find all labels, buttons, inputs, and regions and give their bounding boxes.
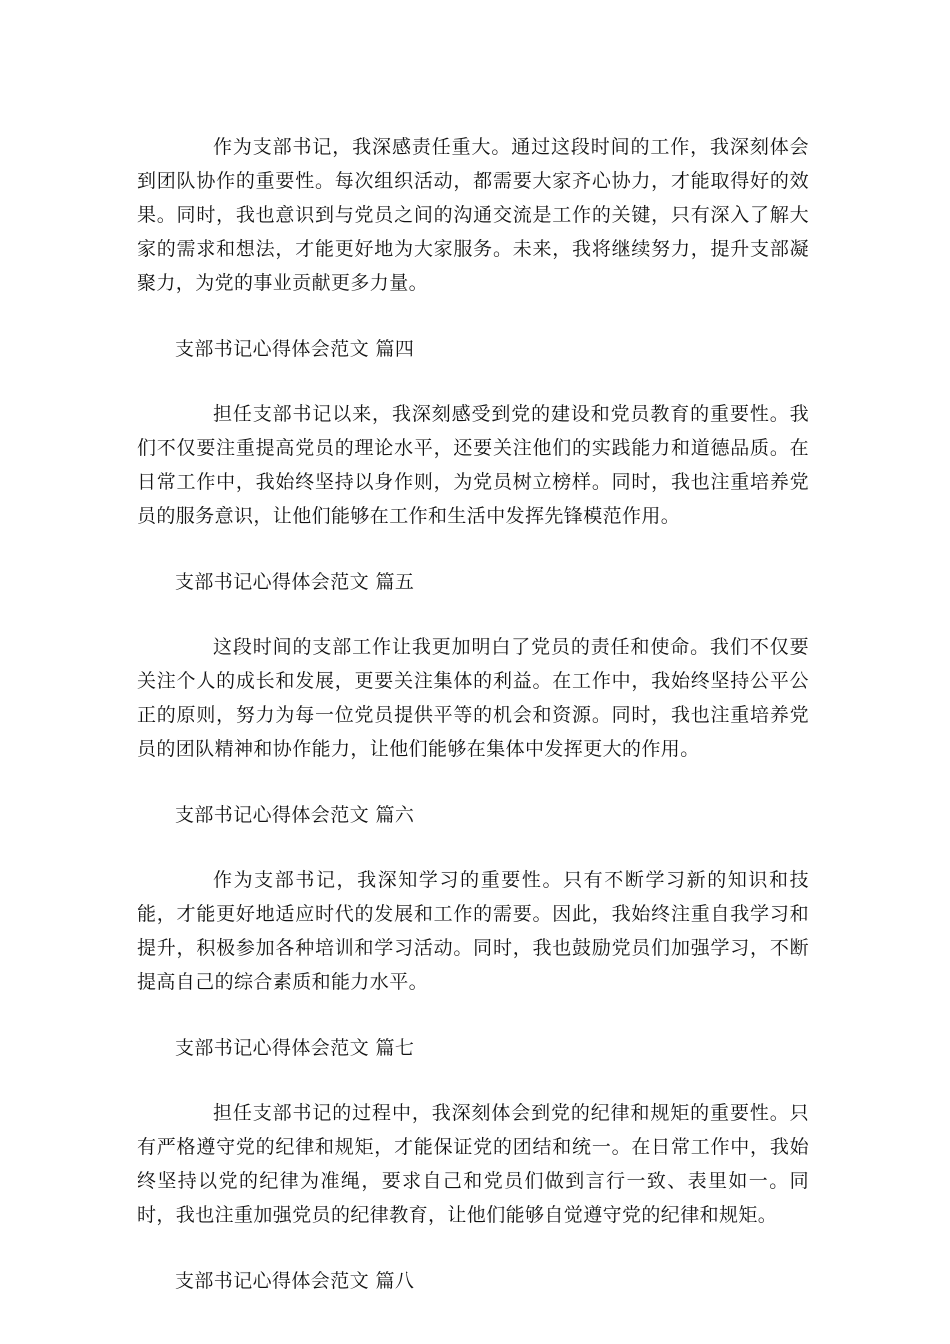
section-heading-8: 支部书记心得体会范文 篇八 (175, 1270, 415, 1292)
section-heading-4: 支部书记心得体会范文 篇四 (175, 338, 415, 360)
section-heading-5: 支部书记心得体会范文 篇五 (175, 571, 415, 593)
paragraph-section-6: 作为支部书记，我深知学习的重要性。只有不断学习新的知识和技能，才能更好地适应时代的发展和工作的需要。因此，我始终注重自我学习和提升，积极参加各种培训和学习活动。同时，我也鼓励党员们加强学习，不断提高自己的综合素质和能力水平。 (137, 869, 809, 993)
paragraph-section-4: 担任支部书记以来，我深刻感受到党的建设和党员教育的重要性。我们不仅要注重提高党员的理论水平，还要关注他们的实践能力和道德品质。在日常工作中，我始终坚持以身作则，为党员树立榜样。同时，我也注重培养党员的服务意识，让他们能够在工作和生活中发挥先锋模范作用。 (137, 403, 809, 527)
paragraph-intro: 作为支部书记，我深感责任重大。通过这段时间的工作，我深刻体会到团队协作的重要性。每次组织活动，都需要大家齐心协力，才能取得好的效果。同时，我也意识到与党员之间的沟通交流是工作的关键，只有深入了解大家的需求和想法，才能更好地为大家服务。未来，我将继续努力，提升支部凝聚力，为党的事业贡献更多力量。 (137, 136, 809, 294)
section-heading-6: 支部书记心得体会范文 篇六 (175, 804, 415, 826)
document-content (137, 130, 809, 1329)
paragraph-section-5: 这段时间的支部工作让我更加明白了党员的责任和使命。我们不仅要关注个人的成长和发展，更要关注集体的利益。在工作中，我始终坚持公平公正的原则，努力为每一位党员提供平等的机会和资源。同时，我也注重培养党员的团队精神和协作能力，让他们能够在集体中发挥更大的作用。 (137, 636, 809, 760)
section-heading-7: 支部书记心得体会范文 篇七 (175, 1037, 415, 1059)
paragraph-section-7: 担任支部书记的过程中，我深刻体会到党的纪律和规矩的重要性。只有严格遵守党的纪律和规矩，才能保证党的团结和统一。在日常工作中，我始终坚持以党的纪律为准绳，要求自己和党员们做到言行一致、表里如一。同时，我也注重加强党员的纪律教育，让他们能够自觉遵守党的纪律和规矩。 (137, 1102, 809, 1226)
